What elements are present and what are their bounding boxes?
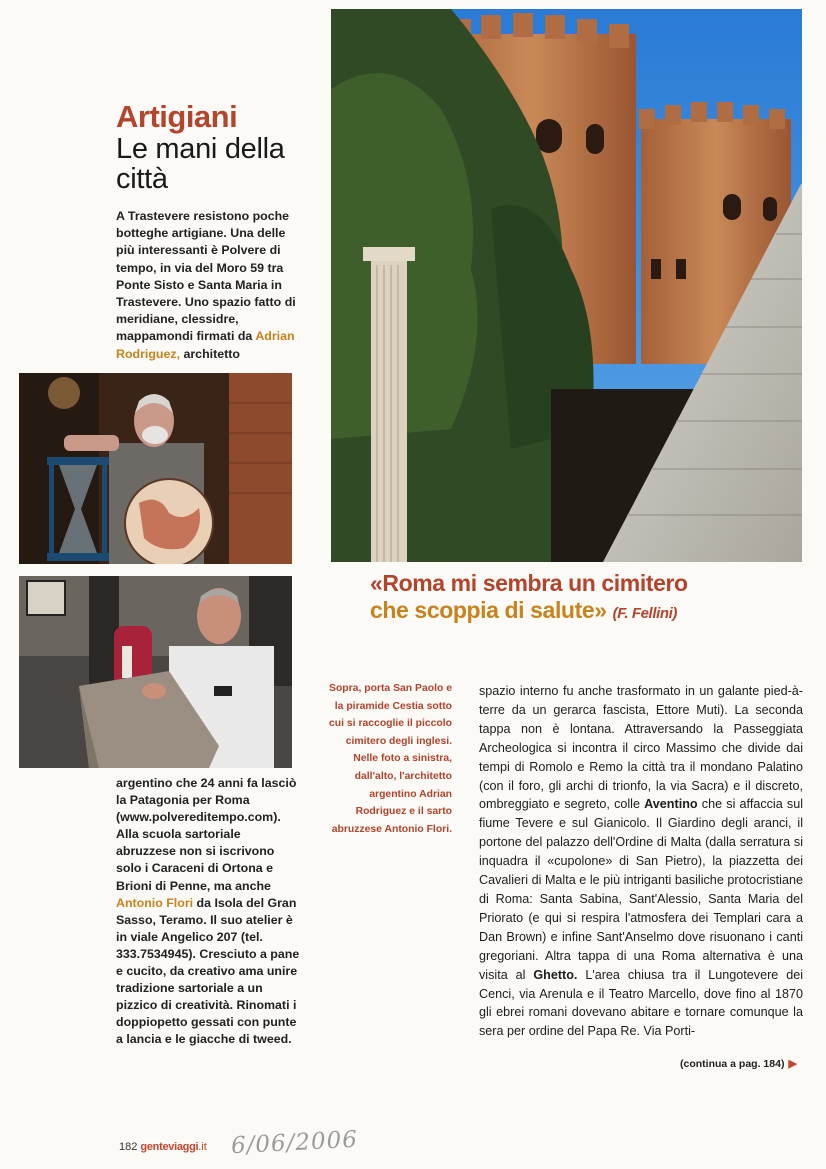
triangle-right-icon: ▶ [788,1058,797,1070]
continuation-name-highlight: Antonio Flori [116,895,194,910]
brand-name: genteviaggi [140,1141,199,1153]
photo-caption: Sopra, porta San Paolo e la piramide Cestia sotto cui si raccoglie il piccolo cimitero degli inglesi. Nelle foto a sinistra, dall'alto, l'architetto argentino Adrian Rodriguez e il sarto abruzzese Antonio Flori. [329,683,452,835]
continue-link[interactable] [680,1057,797,1070]
body-aventino: Aventino [644,797,698,812]
intro-paragraph [116,208,302,363]
brand-tld: .it [198,1141,207,1153]
quote-line-2: che scoppia di salute» [370,597,607,623]
body-text-2: che si affaccia sul fiume Tevere e sul Gianicolo. Il Giardino degli aranci, il portone del palazzo dell'Ordine di Malta (dalla serratura si inquadra il «cupolone» di San Pietro), la piazzetta dei Cavalieri di Malta e le più intriganti basiliche protocristiane di Roma: Santa Sabina, Sant'Alessio, Santa Maria del Priorato (e qui si respira l'atmosfera dei Templari cara a Dan Brown) e infine Sant'Anselmo dove risuonano i canti gregoriani. Altra tappa di una Roma alternativa è una visita al [479,797,804,982]
architect-photo [19,373,292,564]
quote-author: (F. Fellini) [612,605,677,622]
continuation-text-a: argentino che 24 anni fa lasciò la Patagonia per Roma (www.polvereditempo.com). Alla scuola sartoriale abruzzese non si iscrivono solo i Caraceni di Ortona e Brioni di Penne, ma anche [116,776,297,893]
pull-quote [370,570,810,627]
continuation-text-b: da Isola del Gran Sasso, Teramo. Il suo atelier è in viale Angelico 207 (tel. 333.7534945). Cresciuto a pane e cucito, da creativo ama unire tradizione sartoriale a un pizzico di creatività. Rinomati i doppiopetto gessati con punte a lancia e le giacche di tweed. [116,895,300,1047]
body-ghetto: Ghetto. [533,967,578,982]
intro-name-highlight: Adrian Rodriguez, [116,329,295,361]
quote-line-1: «Roma mi sembra un cimitero [370,570,688,596]
continuation-paragraph [116,775,302,1049]
date-stamp: 6/06/2006 [230,1126,359,1160]
section-kicker: Artigiani [116,99,238,134]
porta-san-paolo-photo [331,9,802,562]
tailor-photo [19,576,292,768]
body-text-3: L'area chiusa tra il Lungotevere dei Cenci, via Arenula e il Teatro Marcello, dove fino al 1870 gli ebrei romani dovevano abitare e tornare comunque la sera per ordine del Papa Re. Via Porti- [479,967,803,1039]
page-number: 182 [119,1141,138,1153]
intro-text-a: A Trastevere resistono poche botteghe artigiane. Una delle più interessanti è Polvere di tempo, in via del Moro 59 tra Ponte Sisto e Santa Maria in Trastevere. Uno spazio fatto di meridiane, clessidre, mappamondi firmati da [116,209,296,344]
continue-label: (continua a pag. 184) [680,1058,785,1070]
article-body [479,682,803,1041]
body-text-1: spazio interno fu anche trasformato in un galante pied-à-terre da un gerarca fascista, Ettore Muti). La seconda tappa non è lontana. Attraversando la Passeggiata Archeologica si incontra il circo Massimo che divide dai tempi di Romolo e Remo la città tra il mondano Palatino (con il foro, gli archi di trionfo, la via Sacra) e il discreto, ombreggiato e segreto, colle [479,684,803,812]
page-title: Le mani della città [116,133,285,195]
intro-text-b: architetto [180,346,240,361]
page-folio [119,1141,207,1153]
